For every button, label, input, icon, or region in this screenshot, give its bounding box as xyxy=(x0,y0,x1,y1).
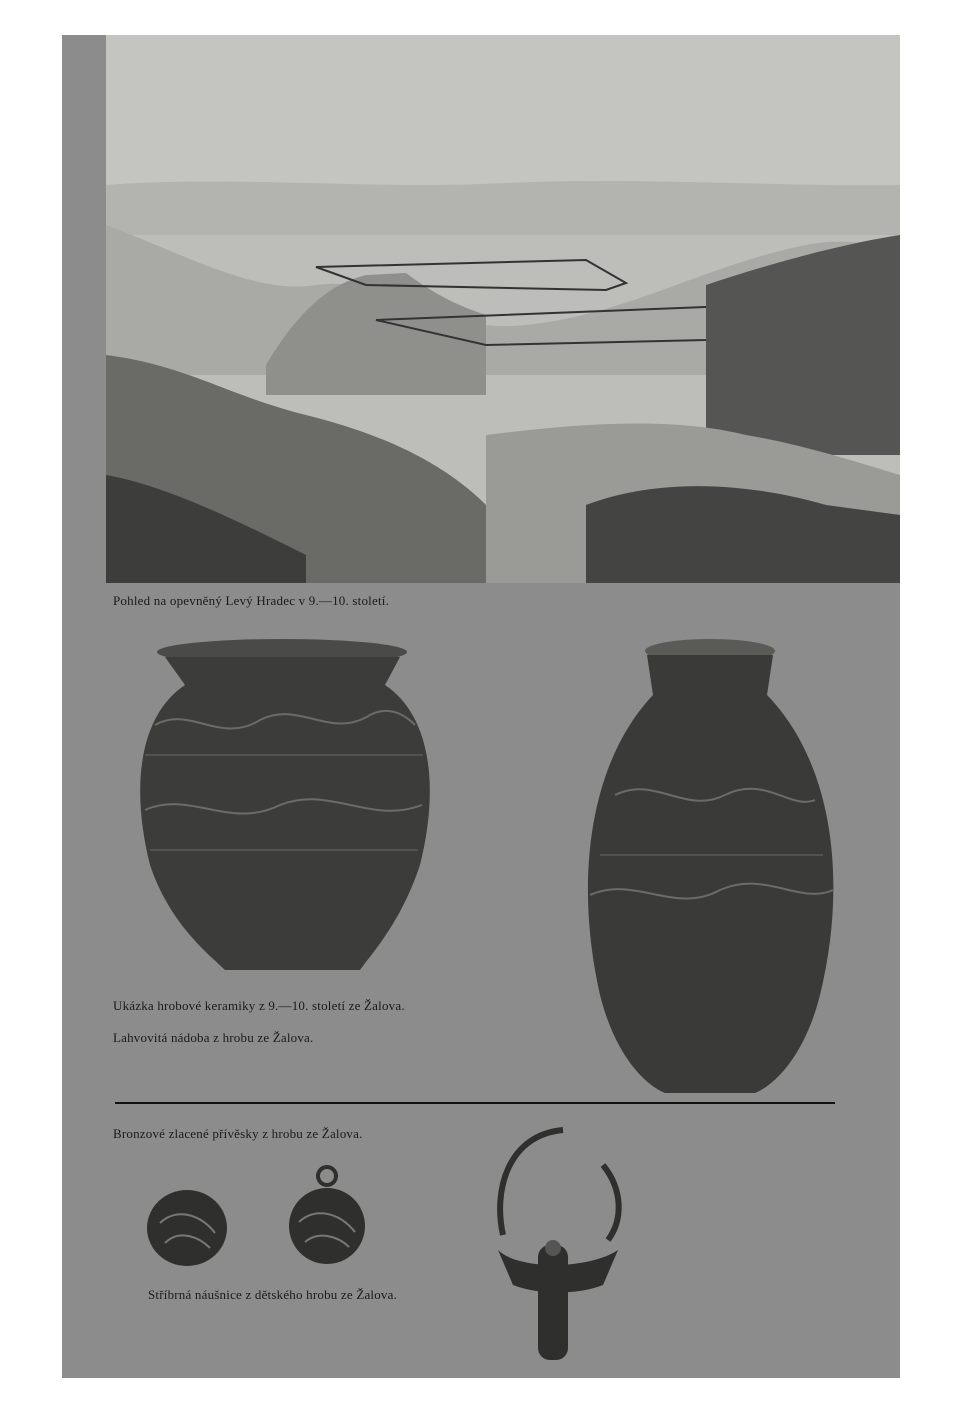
bottle-vessel-image xyxy=(575,635,845,1095)
hillfort-sketch xyxy=(106,35,900,583)
bottle-caption: Lahvovitá nádoba z hrobu ze Žalova. xyxy=(113,1030,314,1045)
hillfort-caption: Pohled na opevněný Levý Hradec v 9.—10. století. xyxy=(113,593,390,608)
earring-image xyxy=(478,1120,638,1370)
earring-caption: Stříbrná náušnice z dětského hrobu ze Žalova. xyxy=(148,1287,398,1302)
ceramic-vase-image xyxy=(130,635,435,980)
pendant-left-image xyxy=(145,1188,230,1268)
section-divider xyxy=(115,1102,835,1104)
pendants-caption: Bronzové zlacené přívěsky z hrobu ze Žalova. xyxy=(113,1126,363,1141)
pendant-right-image xyxy=(287,1162,367,1267)
ceramics-caption: Ukázka hrobové keramiky z 9.—10. století ze Žalova. xyxy=(113,998,405,1013)
